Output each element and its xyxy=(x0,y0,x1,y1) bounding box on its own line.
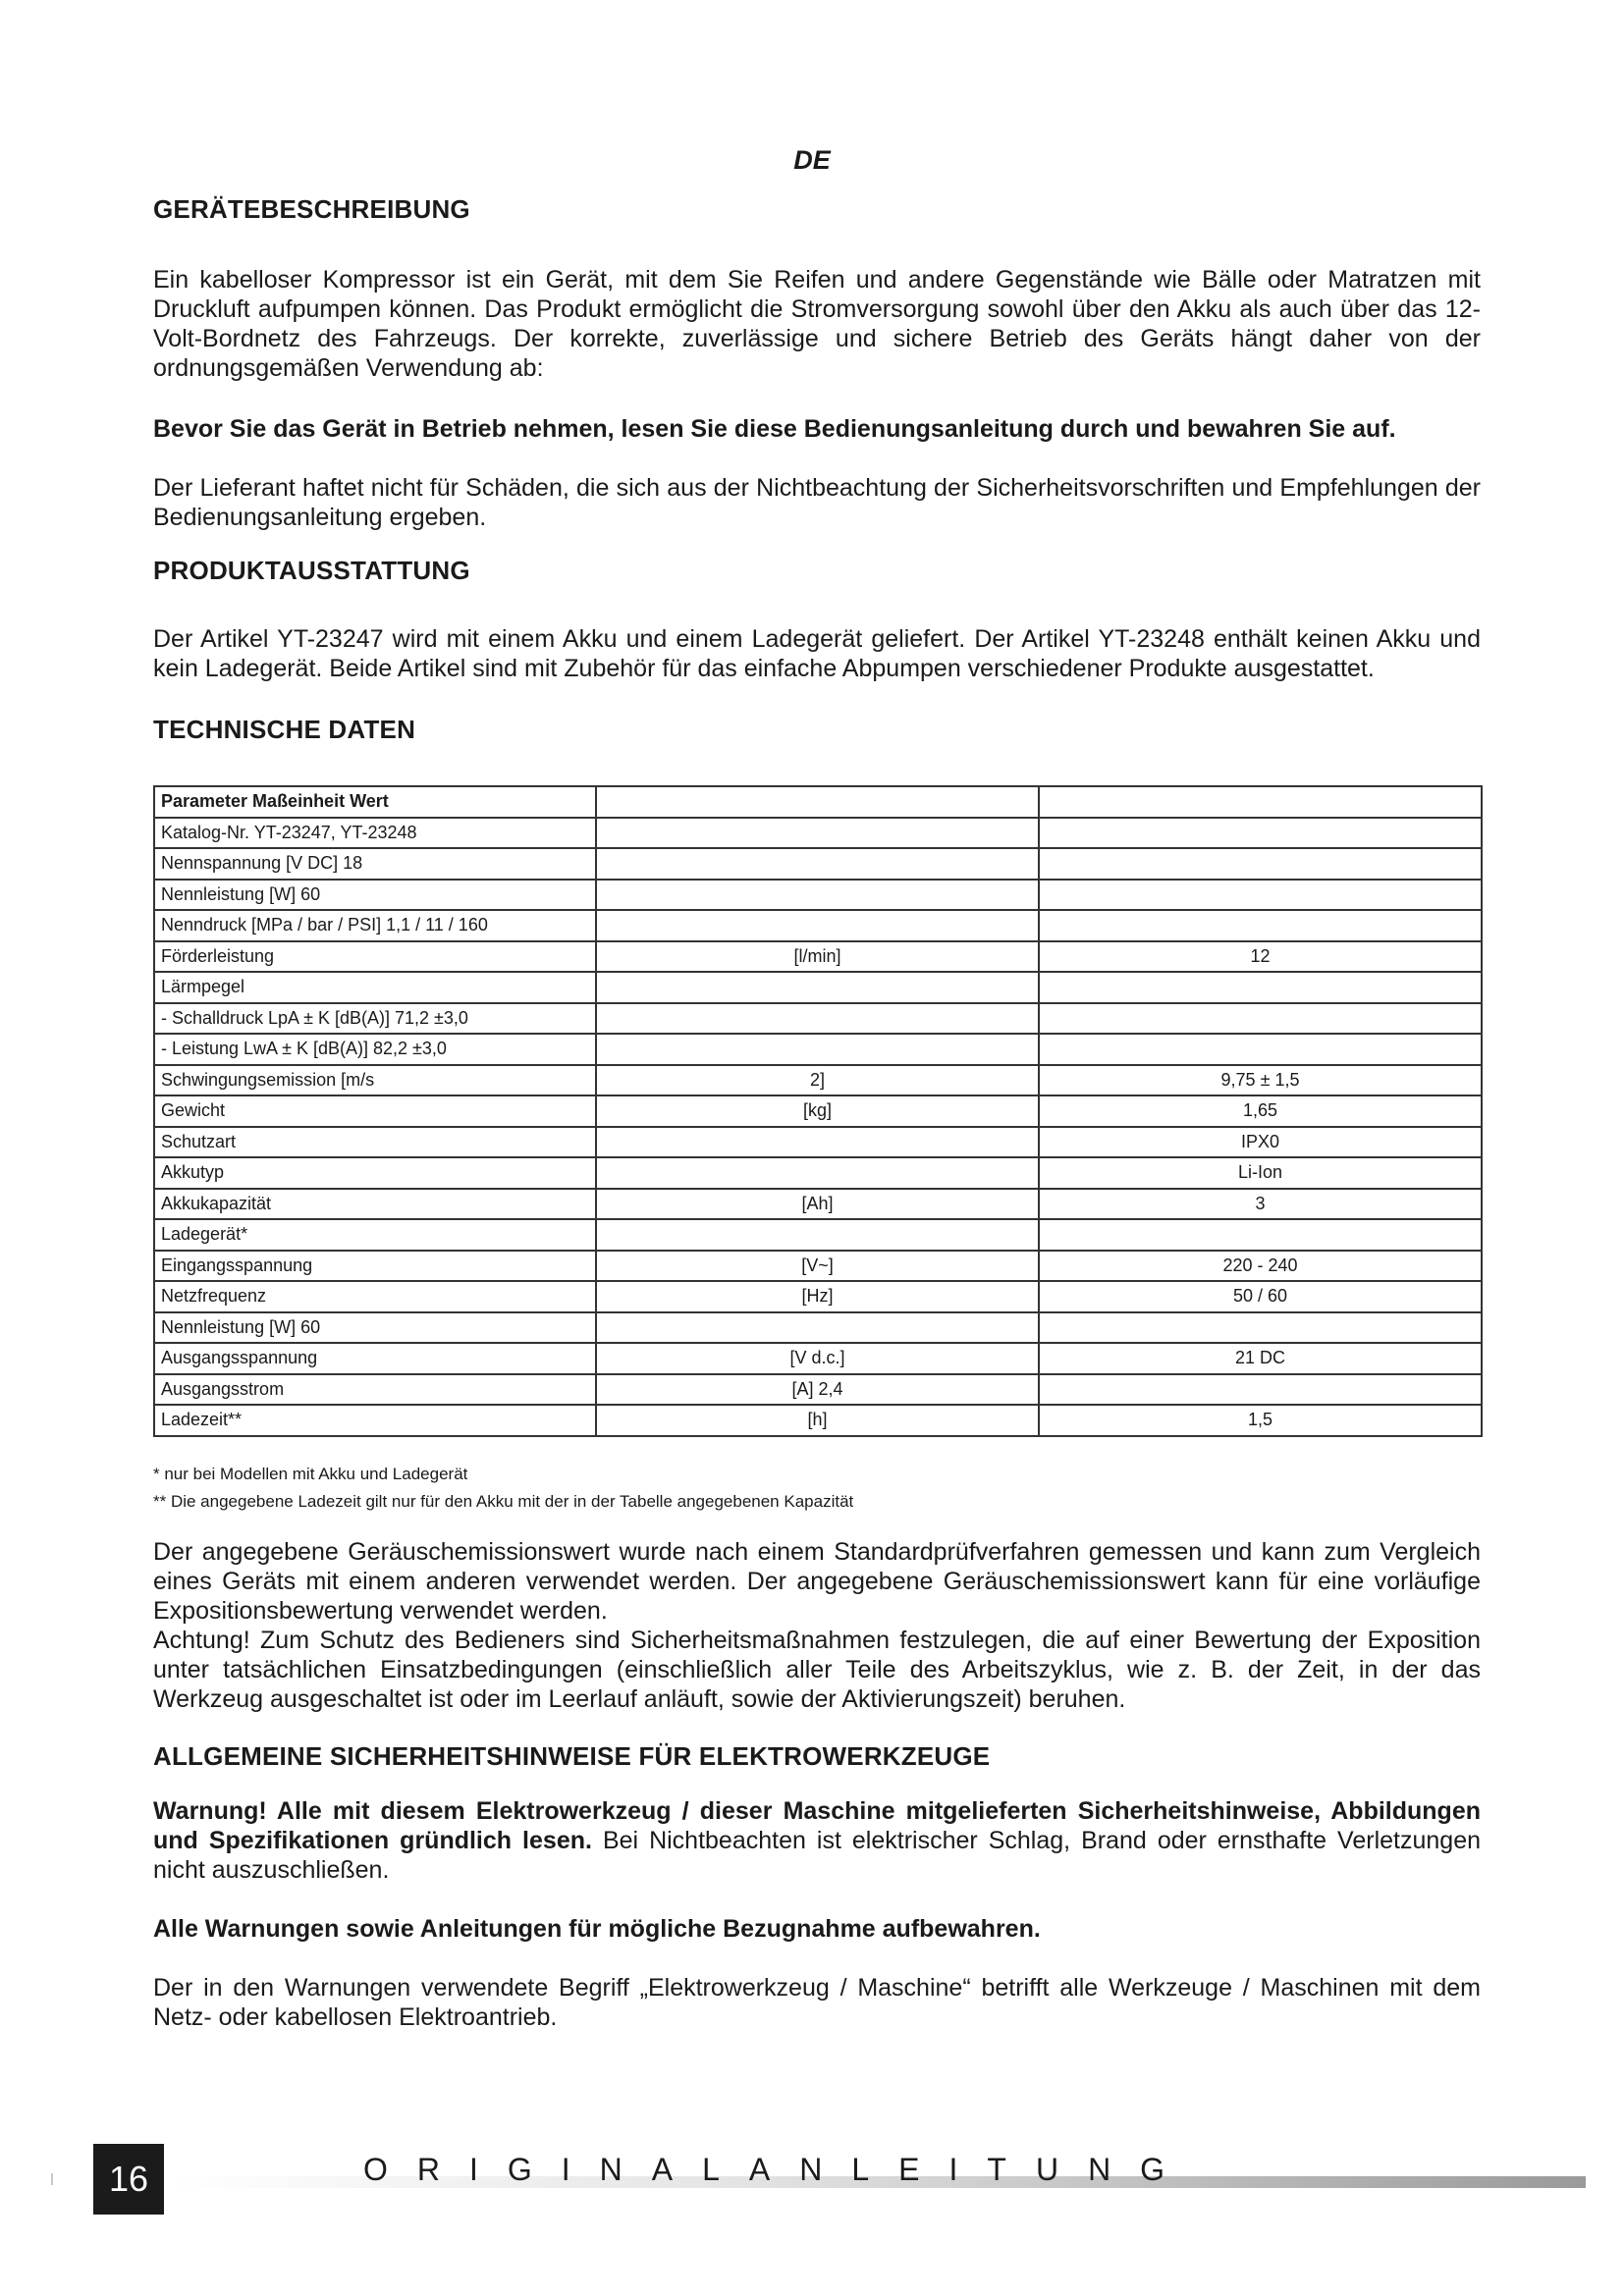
table-cell: Schwingungsemission [m/s xyxy=(154,1065,596,1096)
section-title-technical-data: TECHNISCHE DATEN xyxy=(153,715,416,744)
paragraph-attention: Achtung! Zum Schutz des Bedieners sind Sicherheitsmaßnahmen festzulegen, die auf einer Bewertung der Exposition unter tatsächlichen Einsatzbedingungen (einschließlich aller Teile des Arbeitszyklus, wie z. B. der Zeit, in der das Werkzeug ausgeschaltet ist oder im Leerlauf anläuft, sowie der Aktivierungszeit) beruhen. xyxy=(153,1626,1481,1713)
table-row xyxy=(154,1374,1482,1406)
table-cell xyxy=(1039,880,1482,911)
paragraph-read-manual: Bevor Sie das Gerät in Betrieb nehmen, lesen Sie diese Bedienungsanleitung durch und bewahren Sie auf. xyxy=(153,415,1396,443)
table-row xyxy=(154,880,1482,911)
table-cell: 2] xyxy=(596,1065,1039,1096)
table-cell: [A] 2,4 xyxy=(596,1374,1039,1406)
footer-label: ORIGINALANLEITUNG xyxy=(363,2152,1195,2187)
table-cell: 50 / 60 xyxy=(1039,1281,1482,1312)
table-cell: [Ah] xyxy=(596,1189,1039,1220)
table-row xyxy=(154,910,1482,941)
table-cell xyxy=(596,1157,1039,1189)
table-cell: Nennspannung [V DC] 18 xyxy=(154,848,596,880)
table-cell: 21 DC xyxy=(1039,1343,1482,1374)
table-cell xyxy=(1039,1374,1482,1406)
table-row xyxy=(154,848,1482,880)
paragraph-keep-warnings: Alle Warnungen sowie Anleitungen für mögliche Bezugnahme aufbewahren. xyxy=(153,1914,1041,1943)
table-cell: Gewicht xyxy=(154,1095,596,1127)
table-row xyxy=(154,1343,1482,1374)
table-cell xyxy=(1039,1312,1482,1344)
footnote-2: ** Die angegebene Ladezeit gilt nur für den Akku mit der in der Tabelle angegebenen Kapazität xyxy=(153,1491,854,1511)
table-header-cell xyxy=(1039,786,1482,818)
table-cell: Ladezeit** xyxy=(154,1405,596,1436)
table-cell: 1,65 xyxy=(1039,1095,1482,1127)
table-row xyxy=(154,818,1482,849)
table-cell: Nenndruck [MPa / bar / PSI] 1,1 / 11 / 160 xyxy=(154,910,596,941)
table-header-cell xyxy=(596,786,1039,818)
table-cell xyxy=(596,1127,1039,1158)
table-cell xyxy=(596,818,1039,849)
page-number: 16 xyxy=(93,2144,164,2215)
section-title-safety: ALLGEMEINE SICHERHEITSHINWEISE FÜR ELEKTROWERKZEUGE xyxy=(153,1740,991,1771)
table-cell xyxy=(1039,1219,1482,1251)
table-cell: [V d.c.] xyxy=(596,1343,1039,1374)
table-cell: 1,5 xyxy=(1039,1405,1482,1436)
table-cell: - Schalldruck LpA ± K [dB(A)] 71,2 ±3,0 xyxy=(154,1003,596,1035)
table-row xyxy=(154,1127,1482,1158)
table-cell: Lärmpegel xyxy=(154,972,596,1003)
table-cell xyxy=(1039,972,1482,1003)
table-cell xyxy=(596,1034,1039,1065)
table-row xyxy=(154,1405,1482,1436)
table-cell: Katalog-Nr. YT-23247, YT-23248 xyxy=(154,818,596,849)
section-title-device-description: GERÄTEBESCHREIBUNG xyxy=(153,194,470,224)
table-cell: - Leistung LwA ± K [dB(A)] 82,2 ±3,0 xyxy=(154,1034,596,1065)
table-cell: Li-Ion xyxy=(1039,1157,1482,1189)
table-row xyxy=(154,1189,1482,1220)
table-cell: Ausgangsspannung xyxy=(154,1343,596,1374)
table-row xyxy=(154,972,1482,1003)
document-body xyxy=(153,192,1481,2032)
table-row xyxy=(154,1065,1482,1096)
table-cell: Ladegerät* xyxy=(154,1219,596,1251)
warning-rest-text: Bei Nichtbeachten ist elektrischer Schlag, Brand oder ernsthafte Verletzungen nicht auszuschließen. xyxy=(153,1826,1481,1884)
table-cell: 3 xyxy=(1039,1189,1482,1220)
margin-mark xyxy=(51,2173,53,2185)
warning-bold-text: Warnung! Alle mit diesem Elektrowerkzeug / dieser Maschine mitgelieferten Sicherheitshinweise, Abbildungen und Spezifikationen gründlich lesen. xyxy=(153,1796,1481,1854)
table-cell: Schutzart xyxy=(154,1127,596,1158)
table-cell: [V~] xyxy=(596,1251,1039,1282)
table-cell: Eingangsspannung xyxy=(154,1251,596,1282)
table-cell xyxy=(1039,1034,1482,1065)
table-cell: [Hz] xyxy=(596,1281,1039,1312)
table-row xyxy=(154,1157,1482,1189)
table-cell: Netzfrequenz xyxy=(154,1281,596,1312)
table-cell: Nennleistung [W] 60 xyxy=(154,1312,596,1344)
footnote-1: * nur bei Modellen mit Akku und Ladegerät xyxy=(153,1464,468,1483)
table-cell: Nennleistung [W] 60 xyxy=(154,880,596,911)
table-cell: 220 - 240 xyxy=(1039,1251,1482,1282)
technical-data-table xyxy=(153,785,1483,1437)
language-code: DE xyxy=(793,145,831,175)
table-cell xyxy=(1039,910,1482,941)
table-cell: Akkutyp xyxy=(154,1157,596,1189)
table-cell: [h] xyxy=(596,1405,1039,1436)
table-cell: Ausgangsstrom xyxy=(154,1374,596,1406)
table-cell xyxy=(596,910,1039,941)
table-cell xyxy=(596,1312,1039,1344)
section-title-equipment: PRODUKTAUSSTATTUNG xyxy=(153,556,470,585)
paragraph-liability: Der Lieferant haftet nicht für Schäden, die sich aus der Nichtbeachtung der Sicherheitsvorschriften und Empfehlungen der Bedienungsanleitung ergeben. xyxy=(153,474,1481,531)
technical-data-table-wrap xyxy=(153,785,1481,1437)
paragraph-warning xyxy=(153,1796,1481,1885)
table-cell: [l/min] xyxy=(596,941,1039,973)
paragraph-noise-emission: Der angegebene Geräuschemissionswert wurde nach einem Standardprüfverfahren gemessen und kann zum Vergleich eines Geräts mit einem anderen verwendet werden. Der angegebene Geräuschemissionswert kann für eine vorläufige Expositionsbewertung verwendet werden. xyxy=(153,1537,1481,1625)
table-row xyxy=(154,1034,1482,1065)
table-row xyxy=(154,1219,1482,1251)
table-cell: 9,75 ± 1,5 xyxy=(1039,1065,1482,1096)
table-header-cell: Parameter Maßeinheit Wert xyxy=(154,786,596,818)
table-row xyxy=(154,1003,1482,1035)
table-row xyxy=(154,1095,1482,1127)
paragraph-equipment: Der Artikel YT-23247 wird mit einem Akku und einem Ladegerät geliefert. Der Artikel YT-23248 enthält keinen Akku und kein Ladegerät. Beide Artikel sind mit Zubehör für das einfache Abpumpen verschiedener Produkte ausgestattet. xyxy=(153,625,1481,682)
table-row xyxy=(154,941,1482,973)
table-cell: Akkukapazität xyxy=(154,1189,596,1220)
table-cell xyxy=(1039,848,1482,880)
table-row xyxy=(154,1281,1482,1312)
table-footnotes xyxy=(153,1461,1481,1516)
table-row xyxy=(154,1312,1482,1344)
table-cell: Förderleistung xyxy=(154,941,596,973)
paragraph-term-definition: Der in den Warnungen verwendete Begriff „Elektrowerkzeug / Maschine“ betrifft alle Werkzeuge / Maschinen mit dem Netz- oder kabellosen Elektroantrieb. xyxy=(153,1973,1481,2031)
table-cell: 12 xyxy=(1039,941,1482,973)
table-header-row xyxy=(154,786,1482,818)
table-cell xyxy=(596,880,1039,911)
table-cell xyxy=(1039,818,1482,849)
paragraph-device-description: Ein kabelloser Kompressor ist ein Gerät, mit dem Sie Reifen und andere Gegenstände wie Bälle oder Matratzen mit Druckluft aufpumpen können. Das Produkt ermöglicht die Stromversorgung sowohl über den Akku als auch über das 12-Volt-Bordnetz des Fahrzeugs. Der korrekte, zuverlässige und sichere Betrieb des Geräts hängt daher von der ordnungsgemäßen Verwendung ab: xyxy=(153,266,1481,382)
table-cell xyxy=(1039,1003,1482,1035)
table-cell xyxy=(596,1219,1039,1251)
table-cell xyxy=(596,848,1039,880)
table-row xyxy=(154,1251,1482,1282)
table-cell: [kg] xyxy=(596,1095,1039,1127)
table-cell xyxy=(596,1003,1039,1035)
table-cell xyxy=(596,972,1039,1003)
table-cell: IPX0 xyxy=(1039,1127,1482,1158)
